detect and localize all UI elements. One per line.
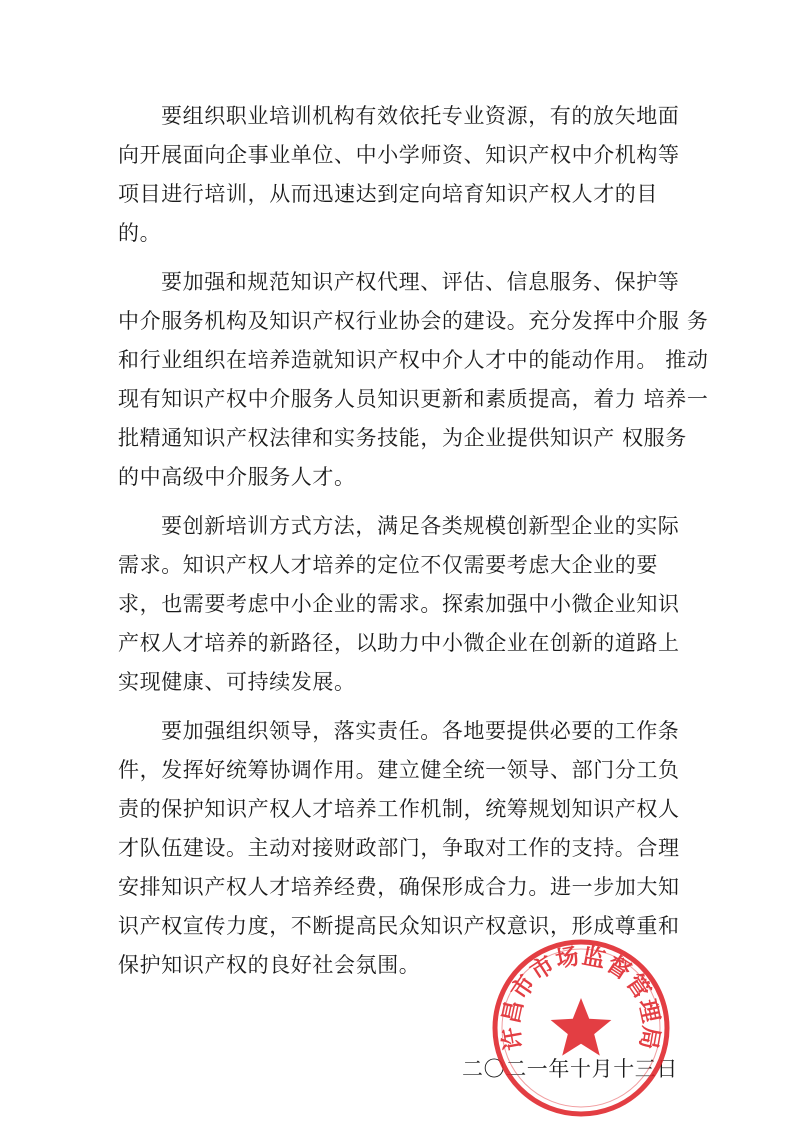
text-line: 件，发挥好统筹协调作用。建立健全统一领导、部门分工负 <box>118 758 680 782</box>
text-line: 安排知识产权人才培养经费，确保形成合力。进一步加大知 <box>118 875 680 899</box>
svg-text:许昌市市场监督管理局: 许昌市市场监督管理局 <box>498 943 664 1053</box>
text-line: 中介服务机构及知识产权行业协会的建设。充分发挥中介服 务 <box>118 309 709 333</box>
text-line: 要加强组织领导，落实责任。各地要提供必要的工作条 <box>161 719 680 743</box>
text-line: 求，也需要考虑中小企业的需求。探索加强中小微企业知识 <box>118 592 680 616</box>
text-line: 的中高级中介服务人才。 <box>118 465 356 489</box>
text-line: 识产权宣传力度，不断提高民众知识产权意识，形成尊重和 <box>118 914 680 938</box>
text-line: 要创新培训方式方法，满足各类规模创新型企业的实际 <box>161 514 680 538</box>
text-line: 项目进行培训，从而迅速达到定向培育知识产权人才的目 <box>118 182 658 206</box>
text-line: 现有知识产权中介服务人员知识更新和素质提高，着力 培养一 <box>118 387 709 411</box>
text-line: 保护知识产权的良好社会氛围。 <box>118 953 421 977</box>
text-line: 批精通知识产权法律和实务技能，为企业提供知识产 权服务 <box>118 426 687 450</box>
text-line: 需求。知识产权人才培养的定位不仅需要考虑大企业的要 <box>118 553 658 577</box>
official-seal-stamp <box>483 930 679 1120</box>
text-line: 和行业组织在培养造就知识产权中介人才中的能动作用。 推动 <box>118 348 709 372</box>
text-line: 要加强和规范知识产权代理、评估、信息服务、保护等 <box>161 270 680 294</box>
text-line: 向开展面向企事业单位、中小学师资、知识产权中介机构等 <box>118 143 680 167</box>
text-line: 要组织职业培训机构有效依托专业资源，有的放矢地面 <box>161 104 680 128</box>
text-line: 的。 <box>118 221 162 245</box>
document-date: 二〇二一年十月十三日 <box>462 1057 678 1081</box>
text-line: 实现健康、可持续发展。 <box>118 670 356 694</box>
text-line: 产权人才培养的新路径，以助力中小微企业在创新的道路上 <box>118 631 680 655</box>
text-line: 责的保护知识产权人才培养工作机制，统筹规划知识产权人 <box>118 797 680 821</box>
text-line: 才队伍建设。主动对接财政部门，争取对工作的支持。合理 <box>118 836 680 860</box>
